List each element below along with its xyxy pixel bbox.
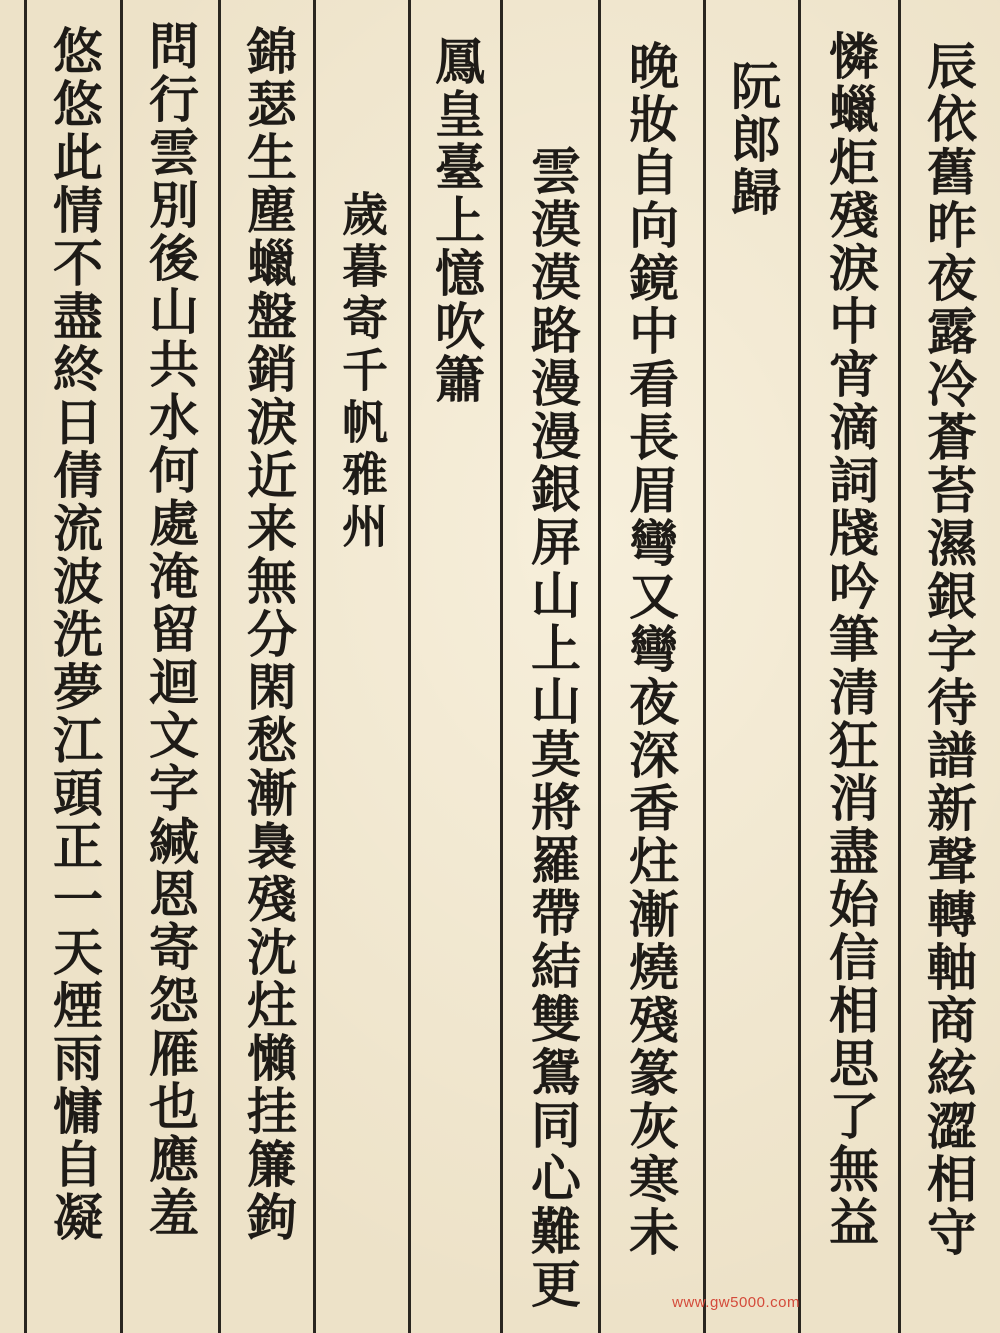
column-rule <box>500 0 503 1333</box>
text-column-10: 悠悠此情不盡終日倩流波洗夢江頭正一天煙雨慵自凝 <box>45 25 104 1244</box>
text-column-1: 辰依舊昨夜露冷蒼苔濕銀字待譜新聲轉軸商絃澀相守 <box>919 40 978 1259</box>
watermark-url: www.gw5000.com <box>672 1294 800 1311</box>
text-column-7-subtitle: 歲暮寄千帆雅州 <box>335 190 389 554</box>
text-column-2: 憐蠟炬殘淚中宵滴詞牋吟筆清狂消盡始信相思了無益 <box>821 30 880 1249</box>
text-column-8: 錦瑟生塵蠟盤銷淚近来無分閑愁漸裊殘沈炷懶挂簾鉤 <box>239 25 298 1244</box>
column-rule <box>313 0 316 1333</box>
column-rule <box>408 0 411 1333</box>
column-rule <box>218 0 221 1333</box>
text-column-9: 問行雲別後山共水何處淹留迴文字緘恩寄怨雁也應羞 <box>141 20 200 1239</box>
text-column-4: 晚妝自向鏡中看長眉彎又彎夜深香炷漸燒殘篆灰寒未 <box>621 40 680 1259</box>
column-rule <box>598 0 601 1333</box>
column-rule <box>120 0 123 1333</box>
text-column-3-title: 阮郎歸 <box>723 60 782 219</box>
column-rule <box>24 0 27 1333</box>
column-rule <box>703 0 706 1333</box>
text-column-6-title: 鳳皇臺上憶吹簫 <box>427 35 486 406</box>
column-rule <box>898 0 901 1333</box>
text-column-5: 雲漠漠路漫漫銀屏山上山莫將羅帶結雙鴛同心難更 <box>523 145 582 1311</box>
column-rule <box>798 0 801 1333</box>
